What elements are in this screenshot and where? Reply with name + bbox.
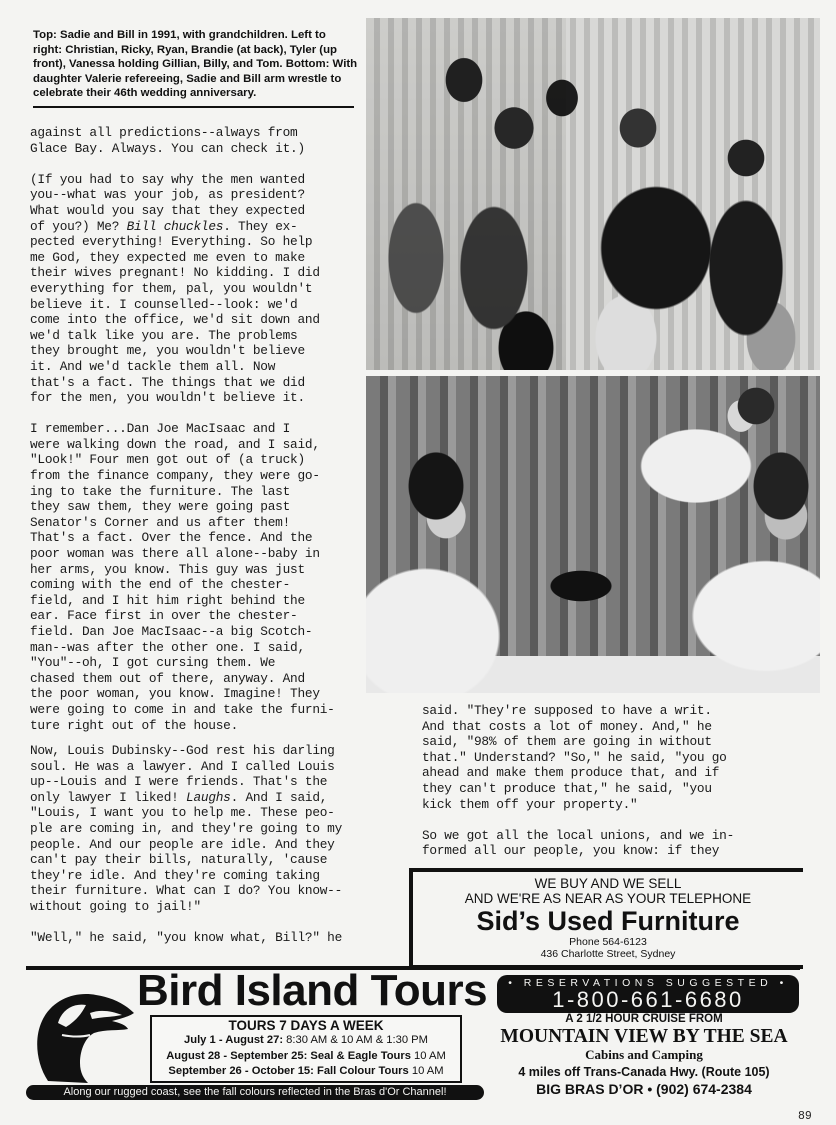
- toll-free-number: 1-800-661-6680: [552, 987, 744, 1012]
- ad-address: 436 Charlotte Street, Sydney: [540, 948, 676, 960]
- caption-divider: [33, 106, 354, 108]
- article-paragraph: "Well," he said, "you know what, Bill?" he: [30, 930, 343, 946]
- ad-tagline: WE BUY AND WE SELL: [534, 876, 682, 891]
- article-paragraph: So we got all the local unions, and we in- formed all our people, you know: if they: [422, 827, 735, 859]
- venue-location-phone: BIG BRAS D’OR • (902) 674-2384: [536, 1081, 752, 1097]
- article-column-left-lower: [30, 743, 400, 961]
- venue-directions: 4 miles off Trans-Canada Hwy. (Route 105): [518, 1065, 770, 1079]
- ad-business-name: Sid’s Used Furniture: [476, 906, 740, 936]
- schedule-heading: TOURS 7 DAYS A WEEK: [228, 1018, 384, 1033]
- article-paragraph: said. "They're supposed to have a writ. And that costs a lot of money. And," he said, "98% of them are going in without that." Understand? "So," he said, "you go ahead and make them produce that, and if they can't produce that," he said, "you kick them off your property.": [422, 703, 727, 812]
- coast-tagline-banner: Along our rugged coast, see the fall colours reflected in the Bras d'Or Channel!: [26, 1085, 484, 1100]
- article-paragraph: against all predictions--always from Glace Bay. Always. You can check it.): [30, 125, 305, 156]
- ad-phone: Phone 564-6123: [569, 936, 647, 948]
- puffin-icon: [28, 983, 138, 1083]
- article-paragraph: (If you had to say why the men wanted you--what was your job, as president? What would you say that they expected of you?) Me? Bill chuckles. They ex- pected everything! Everything. So help me God, they expected me even to make their wives pregnant! No kidding. I did everything for them, pal, you wouldn't believe it. I counselled--look: we'd come into the office, we'd sit down and we'd talk like you are. The problems they brought me, you wouldn't believe it. And we'd tackle them all. Now that's a fact. The things that we did for the men, you wouldn't believe it.: [30, 171, 320, 406]
- article-column-left: [30, 125, 375, 749]
- arm-wrestle-photo: [366, 376, 820, 693]
- sids-furniture-ad: [409, 868, 803, 969]
- venue-name: MOUNTAIN VIEW BY THE SEA: [500, 1026, 788, 1047]
- schedule-row: July 1 - August 27: 8:30 AM & 10 AM & 1:30 PM: [184, 1034, 428, 1046]
- stage-direction: Laughs: [186, 789, 231, 805]
- article-paragraph: I remember...Dan Joe MacIsaac and I were walking down the road, and I said, "Look!" Four men got out of (a truck) from the finance company, they were go- ing to take the furniture. The last they saw them, they were going past Senator's Corner and us after them! That's a fact. Over the fence. And the poor woman was there all alone--baby in her arms, you know. This guy was just coming with the end of the chester- field, and I hit him right behind the ear. Face first in over the chester- field. Dan Joe MacIsaac--a big Scotch- man--was after the other one. I said, "You"--oh, I got cursing them. We chased them out of there, anyway. And the poor woman, you know. Imagine! They were going to come in and take the furni- ture right out of the house.: [30, 421, 335, 733]
- mountain-view-info: [470, 1013, 818, 1098]
- photo-caption: Top: Sadie and Bill in 1991, with grandchildren. Left to right: Christian, Ricky, Ryan, Brandie (at back), Tyler (up front), Vanessa holding Gillian, Billy, and Tom. Bottom: With daughter Valerie refereeing, Sadie and Bill arm wrestle to celebrate their 46th wedding anniversary.: [33, 29, 358, 100]
- schedule-row: September 26 - October 15: Fall Colour Tours 10 AM: [168, 1065, 444, 1077]
- page-number: 89: [798, 1110, 812, 1123]
- tour-schedule-box: [150, 1015, 462, 1083]
- ad-tagline: AND WE'RE AS NEAR AS YOUR TELEPHONE: [464, 891, 752, 906]
- venue-amenities: Cabins and Camping: [585, 1047, 703, 1062]
- cruise-duration: A 2 1/2 HOUR CRUISE FROM: [565, 1013, 723, 1025]
- reservations-banner: [497, 975, 799, 1013]
- family-photo: [366, 18, 820, 370]
- article-paragraph: Now, Louis Dubinsky--God rest his darling soul. He was a lawyer. And I called Louis up--Louis and I were friends. That's the only lawyer I liked! Laughs. And I said, "Louis, I want you to help me. These peo- ple are coming in, and they're going to my people. And our people are idle. And they can't pay their bills, naturally, 'cause they're idle. And they're coming taking their furniture. What can I do? You know-- without going to jail!": [30, 743, 343, 914]
- bird-island-title: Bird Island Tours: [137, 966, 488, 1015]
- stage-direction: Bill chuckles: [126, 218, 224, 234]
- reservations-label: • RESERVATIONS SUGGESTED •: [508, 977, 788, 989]
- article-column-right: [422, 703, 822, 875]
- schedule-row: August 28 - September 25: Seal & Eagle Tours 10 AM: [166, 1049, 446, 1062]
